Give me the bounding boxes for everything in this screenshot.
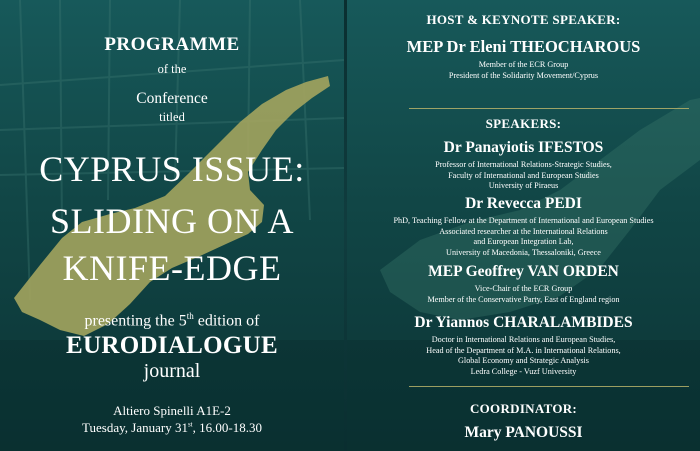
speaker-detail-line: Doctor in International Relations and European Studies,	[431, 335, 616, 344]
date-post: , 16.00-18.30	[192, 420, 262, 435]
titled-text: titled	[159, 110, 185, 124]
speaker-details	[347, 216, 700, 258]
speaker-detail-line: Head of the Department of M.A. in International Relations,	[426, 345, 621, 355]
speaker-detail-line: Professor of International Relations-Strategic Studies,	[435, 160, 612, 169]
host-heading: HOST & KEYNOTE SPEAKER:	[426, 12, 621, 27]
speaker-detail-line: Vice-Chair of the ECR Group	[474, 284, 573, 293]
programme-heading: PROGRAMME	[104, 34, 240, 55]
speaker-detail-line: and European Integration Lab,	[473, 237, 574, 246]
speaker-detail-line: Ledra College - Vuzf University	[470, 366, 577, 376]
speaker-name: Dr Revecca PEDI	[465, 195, 582, 212]
speaker-detail-line: University of Piraeus	[488, 181, 559, 190]
right-column	[347, 0, 700, 451]
presenting-pre: presenting the 5	[84, 312, 187, 330]
speaker-name: MEP Geoffrey VAN ORDEN	[428, 263, 619, 280]
section-divider	[409, 386, 689, 387]
date-pre: Tuesday, January 31	[82, 420, 188, 435]
speaker-details	[347, 335, 700, 377]
coordinator-name: Mary PANOUSSI	[464, 424, 583, 441]
speaker-detail-line: Faculty of International and European Studies	[448, 170, 599, 180]
venue-text: Altiero Spinelli A1E-2	[113, 403, 231, 418]
speaker-detail-line: Global Economy and Strategic Analysis	[458, 356, 589, 365]
presenting-edition-text	[0, 311, 344, 330]
speaker-detail-line: PhD, Teaching Fellow at the Department of International and European Studies	[393, 216, 654, 225]
host-detail-line: President of the Solidarity Movement/Cyprus	[448, 70, 599, 80]
presenting-post: edition of	[193, 312, 260, 330]
conference-text: Conference	[136, 90, 208, 107]
host-detail-line: Member of the ECR Group	[478, 60, 569, 69]
journal-word: journal	[143, 360, 201, 382]
conference-title-line-3: KNIFE-EDGE	[62, 248, 282, 288]
date-sup: st	[187, 420, 193, 429]
host-name: MEP Dr Eleni THEOCHAROUS	[406, 37, 641, 56]
speaker-name: Dr Yiannos CHARALAMBIDES	[414, 314, 633, 331]
speaker-detail-line: Member of the Conservative Party, East of England region	[427, 294, 620, 304]
speaker-detail-line: Associated researcher at the International Relations	[439, 226, 608, 236]
left-column	[0, 0, 344, 451]
host-details	[347, 60, 700, 81]
speaker-name: Dr Panayiotis IFESTOS	[443, 139, 604, 156]
speaker-details	[347, 160, 700, 192]
speaker-detail-line: University of Macedonia, Thessaloniki, Greece	[446, 247, 601, 257]
speakers-heading: SPEAKERS:	[485, 116, 562, 131]
of-the-text: of the	[157, 62, 187, 76]
section-divider	[409, 108, 689, 109]
presenting-sup: th	[186, 311, 194, 321]
journal-logo-text: EURODIALOGUE	[66, 332, 278, 359]
speaker-details	[347, 284, 700, 305]
conference-title-line-1: CYPRUS ISSUE:	[39, 149, 305, 189]
date-time-text	[0, 420, 344, 436]
conference-title-line-2: SLIDING ON A	[50, 201, 294, 241]
coordinator-heading: COORDINATOR:	[469, 401, 578, 416]
